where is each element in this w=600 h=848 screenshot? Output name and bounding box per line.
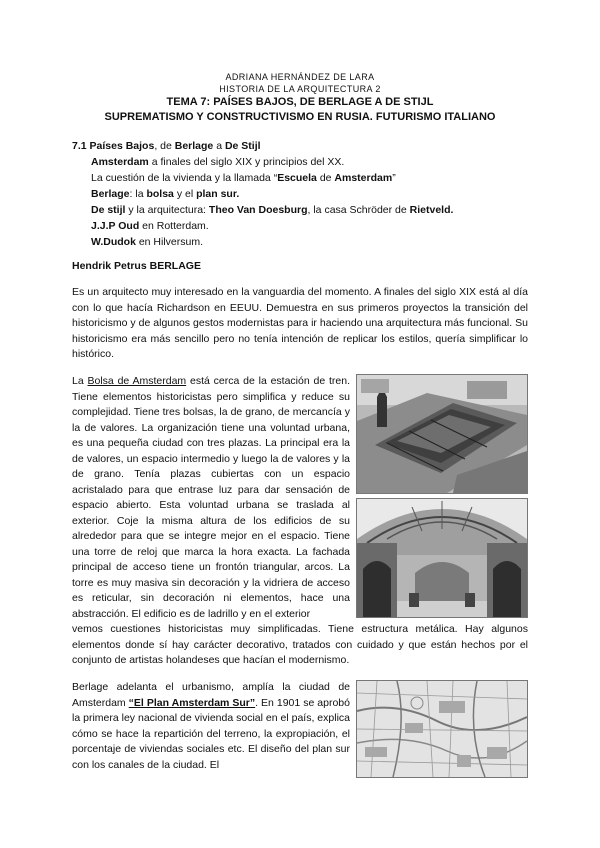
outline-item-berlage: Berlage: la bolsa y el plan sur. [91, 188, 240, 200]
plan-link-text: “El Plan Amsterdam Sur” [128, 696, 256, 709]
outline-item-oud: J.J.P Oud en Rotterdam. [91, 220, 209, 232]
outline-item-amsterdam: Amsterdam a finales del siglo XIX y principios del XX. [91, 156, 345, 168]
aerial-photo-bolsa [356, 374, 528, 494]
bolsa-link-text: Bolsa de Amsterdam [87, 375, 187, 387]
plan-map-photo [356, 680, 528, 778]
intro-paragraph: Es un arquitecto muy interesado en la vanguardia del momento. A finales del siglo XIX está al día con lo que hacía Richardson en EEUU. Demuestra en sus primeros proyectos la transición del historicismo y de algunos gestos modernistas para ir haciendo una arquitectura más funcional. Su historicismo era más sencillo pero no tenía intención de replicar los estilos, quería simplificar lo histórico. [72, 286, 528, 360]
title-line-2: SUPREMATISMO Y CONSTRUCTIVISMO EN RUSIA. FUTURISMO ITALIANO [104, 111, 496, 123]
course-line: HISTORIA DE LA ARQUITECTURA 2 [219, 84, 381, 94]
outline-item-vivienda: La cuestión de la vivienda y la llamada “Escuela de Amsterdam” [91, 172, 396, 184]
title-line-1: TEMA 7: PAÍSES BAJOS, DE BERLAGE A DE STIJL [166, 96, 434, 108]
section-heading: Hendrik Petrus BERLAGE [72, 260, 201, 272]
author-line: ADRIANA HERNÁNDEZ DE LARA [225, 72, 375, 82]
interior-hall-photo [356, 498, 528, 618]
outline-item-destijl: De stijl y la arquitectura: Theo Van Doesburg, la casa Schröder de Rietveld. [91, 204, 454, 216]
bolsa-paragraph: La Bolsa de Amsterdam está cerca de la estación de tren. Tiene elementos historicistas pero simplifica y reduce su complejidad. Tiene tres bolsas, la de grano, de mercancía y la de valores. La organización tiene una voluntad urbana, es una pequeña ciudad con tres plazas. La principal era la de valores, un espacio intermedio y luego la de valores y la de grano. Tenía plazas cubiertas con un espacio acristalado para que entrase luz para dar sensación de espacio abierto. Esta voluntad urbana se traslada al exterior. Coje la misma altura de los edificios de su alrededor para que se integre mejor en el espacio. Tiene una torre de reloj que marca la hora exacta. La fachada principal de acceso tiene un frontón triangular, arcos. La torre es muy masiva sin decoración y la vidriera de acceso es reticular, sin decoración ni elementos, hace una abstracción. El edificio es de ladrillo y en el exterior [72, 375, 350, 620]
plan-paragraph: Berlage adelanta el urbanismo, amplía la ciudad de Amsterdam “El Plan Amsterdam Sur”. En 1901 se aprobó la primera ley nacional de vivienda social en el país, explica cómo se hace la repartición del terreno, la expropiación, el porcentaje de viviendas sociales etc. El diseño del plan sur con los canales de la ciudad. El [72, 681, 350, 771]
outline-heading: 7.1 Países Bajos, de Berlage a De Stijl [72, 140, 261, 152]
bolsa-continuation: vemos cuestiones historicistas muy simplificadas. Tiene estructura metálica. Hay algunos elementos donde sí hay carácter decorativo, tratados con cuidado y que están hechos por el conjunto de artistas holandeses que hacían el modernismo. [72, 623, 528, 666]
outline-item-dudok: W.Dudok en Hilversum. [91, 236, 204, 248]
